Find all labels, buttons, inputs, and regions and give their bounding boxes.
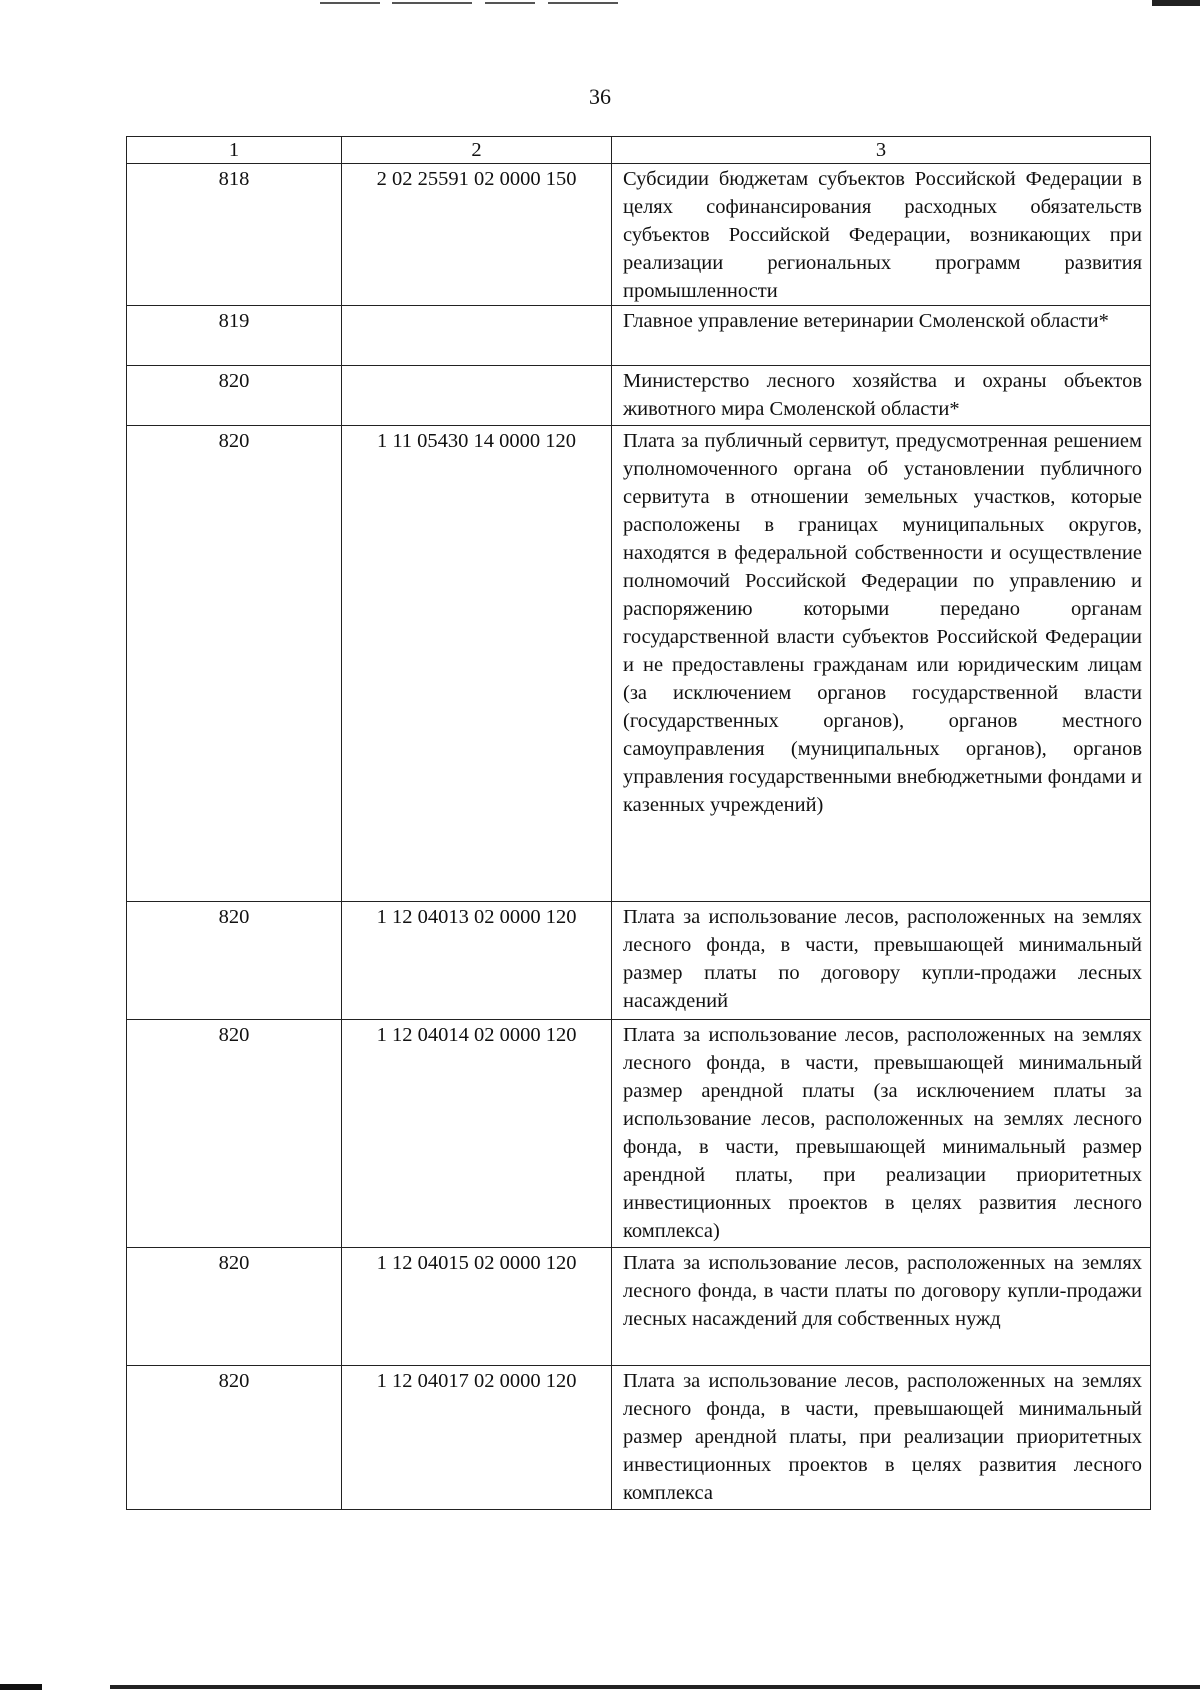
table-header-row (127, 137, 1151, 164)
description-cell: Плата за использование лесов, расположенных на землях лесного фонда, в части, превышающей минимальный размер платы по договору купли-продажи лесных насаждений (612, 902, 1151, 1020)
description-cell: Министерство лесного хозяйства и охраны объектов животного мира Смоленской области* (612, 366, 1151, 426)
budget-code-cell (342, 306, 612, 366)
description-cell: Плата за использование лесов, расположенных на землях лесного фонда, в части платы по договору купли-продажи лесных насаждений для собственных нужд (612, 1248, 1151, 1366)
budget-code-cell: 1 12 04017 02 0000 120 (342, 1366, 612, 1510)
page-number: 36 (589, 84, 611, 109)
admin-code-cell: 820 (127, 1366, 342, 1510)
table-row (127, 1020, 1151, 1248)
admin-code-cell: 820 (127, 1020, 342, 1248)
column-header-1: 1 (127, 137, 342, 164)
table-row (127, 306, 1151, 366)
table-row (127, 426, 1151, 902)
admin-code-cell: 820 (127, 366, 342, 426)
admin-code-cell: 820 (127, 902, 342, 1020)
budget-code-cell: 1 12 04015 02 0000 120 (342, 1248, 612, 1366)
budget-code-cell: 1 12 04013 02 0000 120 (342, 902, 612, 1020)
scan-artifact-corner (1152, 0, 1200, 6)
admin-code-cell: 818 (127, 164, 342, 306)
description-cell: Субсидии бюджетам субъектов Российской Федерации в целях софинансирования расходных обязательств субъектов Российской Федерации, возникающих при реализации региональных программ развития промышленности (612, 164, 1151, 306)
budget-code-cell: 1 12 04014 02 0000 120 (342, 1020, 612, 1248)
table-row (127, 1248, 1151, 1366)
revenue-codes-table (126, 136, 1151, 1510)
table-row (127, 366, 1151, 426)
column-header-3: 3 (612, 137, 1151, 164)
column-header-2: 2 (342, 137, 612, 164)
admin-code-cell: 820 (127, 426, 342, 902)
table-row (127, 164, 1151, 306)
description-cell: Главное управление ветеринарии Смоленской области* (612, 306, 1151, 366)
description-cell: Плата за использование лесов, расположенных на землях лесного фонда, в части, превышающей минимальный размер арендной платы, при реализации приоритетных инвестиционных проектов в целях развития лесного комплекса (612, 1366, 1151, 1510)
budget-code-cell (342, 366, 612, 426)
table-row (127, 1366, 1151, 1510)
budget-code-cell: 2 02 25591 02 0000 150 (342, 164, 612, 306)
admin-code-cell: 820 (127, 1248, 342, 1366)
description-cell: Плата за публичный сервитут, предусмотренная решением уполномоченного органа об установлении публичного сервитута в отношении земельных участков, которые расположены в границах муниципальных округов, находятся в федеральной собственности и осуществление полномочий Российской Федерации по управлению и распоряжению которыми передано органам государственной власти субъектов Российской Федерации и не предоставлены гражданам или юридическим лицам (за исключением органов государственной власти (государственных органов), органов местного самоуправления (муниципальных органов), органов управления государственными внебюджетными фондами и казенных учреждений) (612, 426, 1151, 902)
description-cell: Плата за использование лесов, расположенных на землях лесного фонда, в части, превышающей минимальный размер арендной платы (за исключением платы за использование лесов, расположенных на землях лесного фонда, в части, превышающей минимальный размер арендной платы, при реализации приоритетных инвестиционных проектов в целях развития лесного комплекса) (612, 1020, 1151, 1248)
scan-artifact-bottom (0, 1682, 1200, 1690)
table-row (127, 902, 1151, 1020)
scan-artifact-top (320, 0, 1200, 8)
admin-code-cell: 819 (127, 306, 342, 366)
budget-code-cell: 1 11 05430 14 0000 120 (342, 426, 612, 902)
